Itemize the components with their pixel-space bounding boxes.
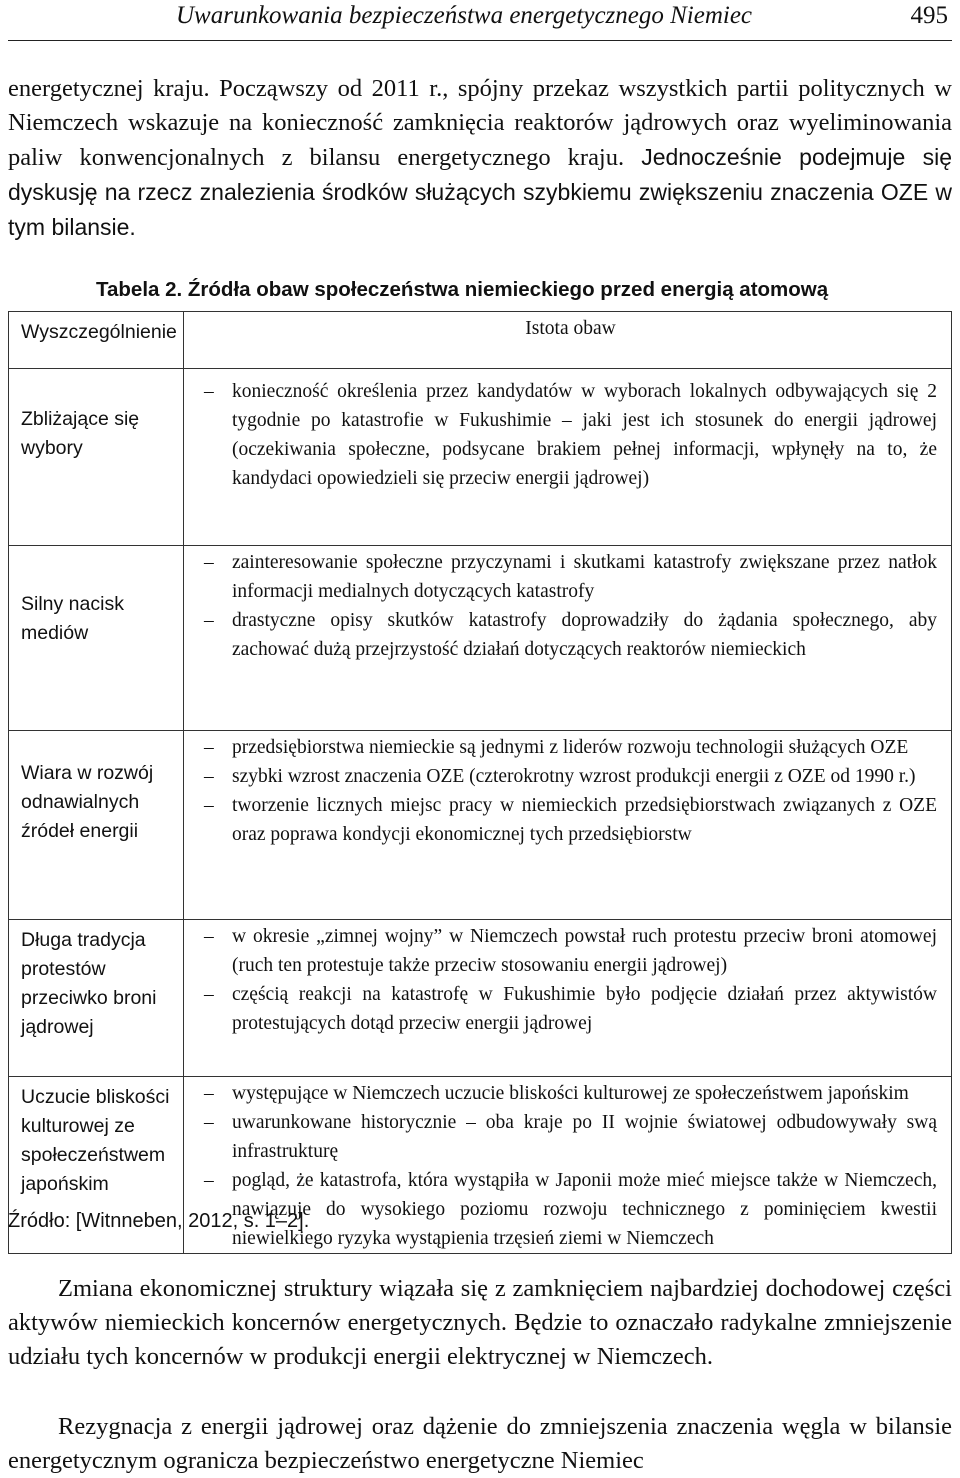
concern-list (204, 922, 937, 1038)
table-row (9, 920, 952, 1077)
intro-serif-text: energetycznej kraju. Począwszy od 2011 r., spójny przekaz wszystkich partii politycznych w Niemczech wskazuje na konieczność zamknięcia reaktorów jądrowych oraz wyeliminowania paliw konwencjonalnych z bilansu energetycznego kraju. (8, 75, 952, 171)
list-item: – w okresie „zimnej wojny” w Niemczech powstał ruch protestu przeciw broni atomowej (ruch ten protestuje także przeciw stosowaniu energii jądrowej) (204, 922, 937, 980)
table-header-row (9, 312, 952, 369)
col-header-essence: Istota obaw (184, 312, 952, 369)
list-item: – szybki wzrost znaczenia OZE (czterokrotny wzrost produkcji energii z OZE od 1990 r.) (204, 762, 937, 791)
running-header (8, 0, 952, 41)
running-title: Uwarunkowania bezpieczeństwa energetycznego Niemiec (176, 2, 753, 29)
list-item: – konieczność określenia przez kandydatów w wyborach lokalnych odbywających się 2 tygodnie po katastrofie w Fukushimie – jaki jest ich stosunek do energii jądrowej (oczekiwania społeczne, podsycane brakiem pełnej informacji, wpłynęły na to, że kandydaci opowiedzieli się przeciw energii jądrowej) (204, 377, 937, 493)
concern-list (204, 548, 937, 664)
table-caption: Tabela 2. Źródła obaw społeczeństwa niemieckiego przed energią atomową (96, 278, 829, 301)
list-item: – występujące w Niemczech uczucie bliskości kulturowej ze społeczeństwem japońskim (204, 1079, 937, 1108)
list-item: – częścią reakcji na katastrofę w Fukushimie było podjęcie działań przez aktywistów protestujących dotąd przeciw energii jądrowej (204, 980, 937, 1038)
table-source: Źródło: [Witnneben, 2012, s. 1–2]. (8, 1210, 310, 1232)
row-label: Długa tradycja protestów przeciwko broni jądrowej (9, 920, 184, 1077)
body-paragraph-1: Zmiana ekonomicznej struktury wiązała się z zamknięciem najbardziej dochodowej części aktywów niemieckich koncernów energetycznych. Będzie to oznaczało radykalne zmniejszenie udziału tych koncernów w produkcji energii elektrycznej w Niemczech. (8, 1275, 952, 1370)
concerns-table (8, 311, 952, 1254)
list-item: – pogląd, że katastrofa, która wystąpiła w Japonii może mieć miejsce także w Niemczech, nawiązuje do wysokiego poziomu rozwoju technicznego z pominięciem kwestii niewielkiego ryzyka wystąpienia trzęsień ziemi w Niemczech (204, 1166, 937, 1253)
col-header-category: Wyszczególnienie (9, 312, 184, 369)
list-item: – przedsiębiorstwa niemieckie są jednymi z liderów rozwoju technologii służących OZE (204, 733, 937, 762)
concern-list (204, 377, 937, 493)
list-item: – uwarunkowane historycznie – oba kraje po II wojnie światowej odbudowywały swą infrastrukturę (204, 1108, 937, 1166)
row-label: Uczucie bliskości kulturowej ze społeczeństwem japońskim (9, 1077, 184, 1254)
concern-list (204, 1079, 937, 1253)
intro-sans-text: Jednocześnie podejmuje się dyskusję na rzecz znalezienia środków służących szybkiemu zwiększeniu znaczenia OZE w tym bilansie. (8, 144, 952, 240)
table-row (9, 731, 952, 920)
row-label: Silny nacisk mediów (9, 546, 184, 731)
body-paragraph-2: Rezygnacja z energii jądrowej oraz dążenie do zmniejszenia znaczenia węgla w bilansie energetycznym ogranicza bezpieczeństwo energetyczne Niemiec (8, 1413, 952, 1474)
page-number: 495 (910, 2, 948, 29)
concern-list (204, 733, 937, 849)
table-row (9, 369, 952, 546)
intro-paragraph (8, 72, 952, 245)
row-label: Zbliżające się wybory (9, 369, 184, 546)
table-row (9, 546, 952, 731)
list-item: – drastyczne opisy skutków katastrofy doprowadziły do żądania społecznego, aby zachować dużą przejrzystość działań dotyczących reaktorów niemieckich (204, 606, 937, 664)
list-item: – tworzenie licznych miejsc pracy w niemieckich przedsiębiorstwach związanych z OZE oraz poprawa kondycji ekonomicznej tych przedsiębiorstw (204, 791, 937, 849)
row-label: Wiara w rozwój odnawialnych źródeł energii (9, 731, 184, 920)
list-item: – zainteresowanie społeczne przyczynami i skutkami katastrofy zwiększane przez natłok informacji medialnych dotyczących katastrofy (204, 548, 937, 606)
